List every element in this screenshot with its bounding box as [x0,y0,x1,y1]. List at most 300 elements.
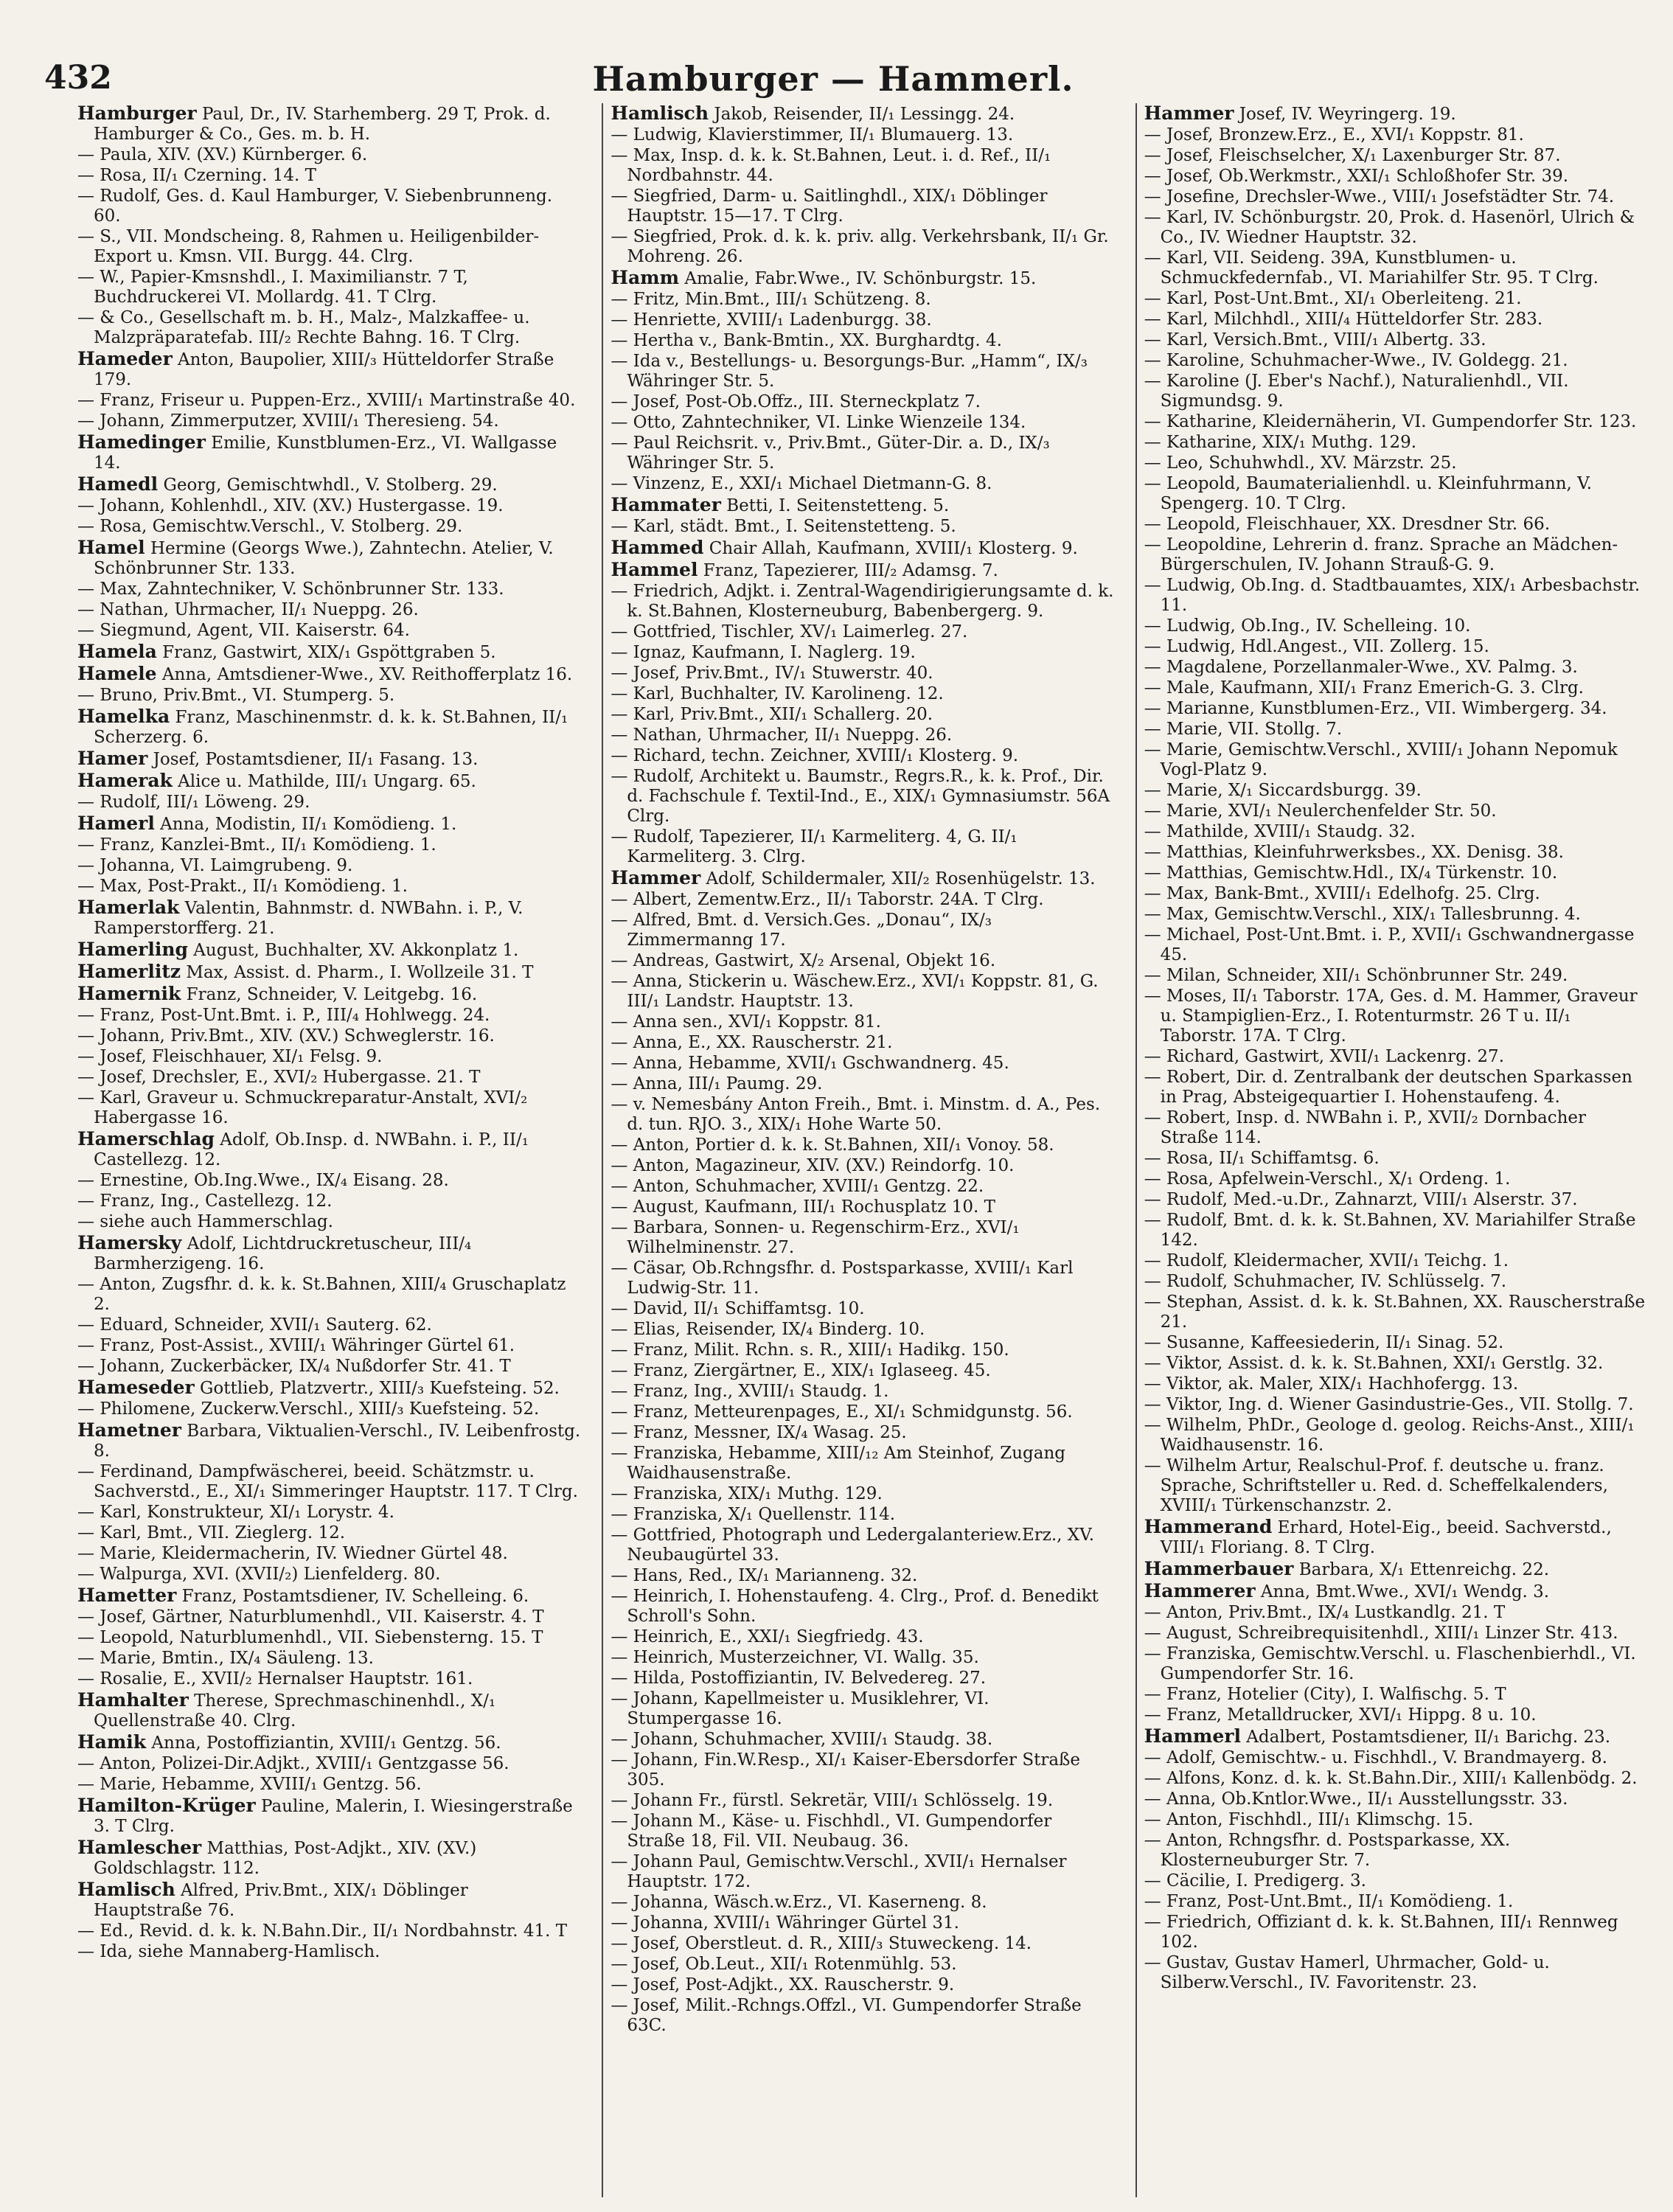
entry-details: — Marie, VII. Stollg. 7. [1144,720,1343,739]
directory-entry [611,103,1114,125]
entry-surname: Hammerer [1144,1580,1256,1601]
entry-details: — Anton, Zugsfhr. d. k. k. St.Bahnen, XIII/₄ Gruschaplatz 2. [77,1275,566,1314]
directory-entry [611,268,1114,289]
entry-details: — Cäcilie, I. Predigerg. 3. [1144,1871,1366,1891]
directory-entry [1144,1395,1648,1415]
directory-entry [1144,1272,1648,1292]
directory-entry [77,1523,581,1543]
entry-details: — Ida, siehe Mannaberg-Hamlisch. [77,1942,380,1961]
entry-details: — Rudolf, Bmt. d. k. k. St.Bahnen, XV. Mariahilfer Straße 142. [1144,1211,1636,1250]
directory-entry [611,1423,1114,1443]
entry-details: — Karl, VII. Seideng. 39A, Kunstblumen- u. Schmuckfedernfab., VI. Mariahilfer Str. 95. T Clrg. [1144,248,1599,288]
directory-entry [77,664,581,685]
entry-surname: Hammer [611,867,701,888]
directory-entry [611,1566,1114,1586]
directory-entry [1144,987,1648,1046]
directory-entry [1144,1953,1648,1993]
entry-details: — Johann, Kohlenhdl., XIV. (XV.) Hustergasse. 19. [77,496,504,515]
entry-details: — Karl, Post-Unt.Bmt., XI/₁ Oberleiteng. 21. [1144,289,1522,308]
directory-entry [1144,248,1648,288]
entry-details: — Marie, XVI/₁ Neulerchenfelder Str. 50. [1144,801,1497,821]
directory-entry [1144,1251,1648,1271]
directory-entry [611,413,1114,433]
directory-entry [611,146,1114,186]
entry-details: Barbara, X/₁ Ettenreichg. 22. [1293,1560,1550,1579]
entry-details: — Moses, II/₁ Taborstr. 17A, Ges. d. M. Hammer, Graveur u. Stampiglien-Erz., I. Rotenturmstr. 26 T u. II/₁ Taborstr. 17A. T Clrg. [1144,987,1638,1046]
directory-entry [77,600,581,620]
entry-details: — Franziska, Hebamme, XIII/₁₂ Am Steinhof, Zugang Waidhausenstraße. [611,1444,1066,1483]
directory-entry [1144,1169,1648,1189]
directory-entry [77,1690,581,1731]
entry-details: — Albert, Zementw.Erz., II/₁ Taborstr. 24A. T Clrg. [611,890,1044,909]
directory-entry [611,1505,1114,1525]
entry-details: — Anna, Ob.Kntlor.Wwe., II/₁ Ausstellungsstr. 33. [1144,1790,1568,1809]
directory-entry [77,1377,581,1399]
entry-details: — Karl, Milchhdl., XIII/₄ Hütteldorfer Str. 283. [1144,310,1543,329]
entry-details: — Vinzenz, E., XXI/₁ Michael Dietmann-G. 8. [611,474,992,493]
directory-entry [1144,351,1648,371]
directory-entry [611,1033,1114,1053]
running-head: Hamburger — Hammerl. [592,59,1074,99]
entry-details: — W., Papier-Kmsnshdl., I. Maximilianstr. 7 T, Buchdruckerei VI. Mollardg. 41. T Clrg. [77,268,468,307]
directory-entry [1144,1416,1648,1455]
directory-entry [1144,1603,1648,1623]
entry-details: — Franz, Metalldrucker, XVI/₁ Hippg. 8 u. 10. [1144,1705,1537,1725]
directory-entry [1144,720,1648,740]
directory-entry [1144,412,1648,432]
entry-details: — Marie, Gemischtw.Verschl., XVIII/₁ Johann Nepomuk Vogl-Platz 9. [1144,740,1618,779]
entry-details: — Johanna, Wäsch.w.Erz., VI. Kaserneng. 8. [611,1893,987,1912]
directory-entry [611,125,1114,145]
entry-details: — Ed., Revid. d. k. k. N.Bahn.Dir., II/₁ Nordbahnstr. 41. T [77,1921,568,1941]
directory-entry [77,1212,581,1232]
directory-entry [1144,289,1648,309]
entry-details: Adalbert, Postamtsdiener, II/₁ Barichg. 23. [1240,1728,1611,1747]
directory-entry [1144,167,1648,187]
directory-entry [1144,637,1648,657]
entry-details: Paul, Dr., IV. Starhemberg. 29 T, Prok. d. Hamburger & Co., Ges. m. b. H. [94,105,551,144]
entry-details: Anton, Baupolier, XIII/₃ Hütteldorfer Straße 179. [94,350,554,389]
entry-details: — Katharine, Kleidernäherin, VI. Gumpendorfer Str. 123. [1144,412,1637,431]
directory-entry [1144,843,1648,863]
column-middle [602,103,1114,2197]
entry-details: — Walpurga, XVI. (XVII/₂) Lienfelderg. 80. [77,1565,441,1584]
entry-details: — Ignaz, Kaufmann, I. Naglerg. 19. [611,643,916,662]
directory-entry [611,868,1114,889]
entry-details: — Rosa, Apfelwein-Verschl., X/₁ Ordeng. 1. [1144,1169,1511,1189]
entry-surname: Hamer [77,748,148,769]
entry-details: Betti, I. Seitenstetteng. 5. [720,496,950,515]
entry-details: — Anna, Hebamme, XVII/₁ Gschwandnerg. 45. [611,1054,1009,1073]
directory-entry [77,1669,581,1689]
entry-details: Jakob, Reisender, II/₁ Lessingg. 24. [709,105,1015,124]
entry-details: — Leopold, Baumaterialienhdl. u. Kleinfuhrmann, V. Spengerg. 10. T Clrg. [1144,474,1593,513]
entry-details: — Siegfried, Prok. d. k. k. priv. allg. Verkehrsbank, II/₁ Gr. Mohreng. 26. [611,227,1109,266]
directory-entry [1144,310,1648,330]
entry-surname: Hamerlak [77,897,180,918]
entry-details: — Franziska, Gemischtw.Verschl. u. Flaschenbierhdl., VI. Gumpendorfer Str. 16. [1144,1644,1636,1683]
directory-entry [611,1340,1114,1360]
directory-entry [611,187,1114,226]
directory-entry [77,1275,581,1315]
entry-details: — Johann Fr., fürstl. Sekretär, VIII/₁ Schlösselg. 19. [611,1791,1054,1810]
directory-entry [611,1812,1114,1851]
entry-details: — Ida v., Bestellungs- u. Besorgungs-Bur. „Hamm“, IX/₃ Währinger Str. 5. [611,352,1088,391]
directory-entry [77,835,581,855]
entry-surname: Hamela [77,641,157,662]
entry-details: August, Buchhalter, XV. Akkonplatz 1. [188,941,519,960]
entry-surname: Hamedl [77,473,159,495]
entry-details: — Henriette, XVIII/₁ Ladenburgg. 38. [611,310,932,330]
directory-entry [77,984,581,1005]
directory-entry [611,474,1114,494]
directory-entry [611,1074,1114,1094]
directory-entry [77,1399,581,1419]
entry-details: — Gottfried, Photograph und Ledergalanteriew.Erz., XV. Neubaugürtel 33. [611,1526,1095,1565]
entry-details: Max, Assist. d. Pharm., I. Wollzeile 31. T [181,963,534,982]
entry-details: — Heinrich, I. Hohenstaufeng. 4. Clrg., Prof. d. Benedikt Schroll's Sohn. [611,1587,1099,1626]
entry-details: — Johann, Zuckerbäcker, IX/₄ Nußdorfer Str. 41. T [77,1357,511,1376]
entry-details: — Richard, Gastwirt, XVII/₁ Lackenrg. 27. [1144,1047,1505,1066]
directory-entry [77,1837,581,1879]
directory-entry [77,432,581,473]
directory-entry [77,1357,581,1377]
entry-details: — Anton, Magazineur, XIV. (XV.) Reindorfg. 10. [611,1156,1015,1175]
directory-entry [1144,1559,1648,1580]
entry-details: Amalie, Fabr.Wwe., IV. Schönburgstr. 15. [679,269,1037,288]
entry-surname: Hamlescher [77,1837,202,1858]
entry-surname: Hamlisch [611,103,709,124]
directory-entry [611,890,1114,910]
column-left [77,103,581,2197]
directory-entry [77,793,581,813]
directory-entry [77,1047,581,1067]
directory-entry [611,1156,1114,1176]
directory-entry [77,1336,581,1356]
entry-details: — Siegmund, Agent, VII. Kaiserstr. 64. [77,621,410,640]
directory-entry [611,434,1114,473]
entry-details: — Ludwig, Ob.Ing., IV. Schelleing. 10. [1144,616,1471,636]
directory-entry [1144,1456,1648,1516]
directory-entry [611,392,1114,412]
directory-entry [1144,905,1648,925]
directory-entry [1144,699,1648,719]
entry-details: Anna, Postoffiziantin, XVIII/₁ Gentzg. 56. [146,1733,501,1753]
entry-details: — Robert, Dir. d. Zentralbank der deutschen Sparkassen in Prag, Absteigequartier I. Hohenstaufeng. 4. [1144,1068,1632,1107]
entry-details: — Anna, Stickerin u. Wäschew.Erz., XVI/₁ Koppstr. 81, G. III/₁ Landstr. Hauptstr. 13. [611,972,1099,1011]
directory-entry [1144,1068,1648,1107]
entry-surname: Hamernik [77,983,181,1004]
directory-entry [1144,1790,1648,1809]
entry-details: — Franz, Milit. Rchn. s. R., XIII/₁ Hadikg. 150. [611,1340,1009,1360]
directory-entry [77,1006,581,1026]
entry-details: — Robert, Insp. d. NWBahn i. P., XVII/₂ Dornbacher Straße 114. [1144,1108,1587,1147]
directory-entry [1144,1047,1648,1067]
entry-details: — Wilhelm, PhDr., Geologe d. geolog. Reichs-Anst., XIII/₁ Waidhausenstr. 16. [1144,1416,1635,1455]
directory-entry [1144,1293,1648,1332]
directory-entry [611,1852,1114,1892]
entry-details: — Mathilde, XVIII/₁ Staudg. 32. [1144,822,1416,841]
entry-details: — Rosalie, E., XVII/₂ Hernalser Hauptstr. 161. [77,1669,473,1688]
entry-details: — Andreas, Gastwirt, X/₂ Arsenal, Objekt 16. [611,951,996,970]
entry-details: — Rudolf, Med.-u.Dr., Zahnarzt, VIII/₁ Alserstr. 37. [1144,1190,1578,1209]
directory-entry [77,856,581,876]
entry-details: — Marianne, Kunstblumen-Erz., VII. Wimbergerg. 34. [1144,699,1607,718]
entry-details: — Ludwig, Klavierstimmer, II/₁ Blumauerg. 13. [611,125,1014,145]
directory-entry [611,1648,1114,1668]
entry-surname: Hamerling [77,939,188,960]
directory-entry [611,643,1114,663]
entry-details: — Cäsar, Ob.Rchngsfhr. d. Postsparkasse, XVIII/₁ Karl Ludwig-Str. 11. [611,1259,1074,1298]
directory-entry [611,1934,1114,1954]
entry-details: — Johann, Schuhmacher, XVIII/₁ Staudg. 38. [611,1730,993,1749]
entry-surname: Hammerand [1144,1516,1273,1537]
entry-details: — Otto, Zahntechniker, VI. Linke Wienzeile 134. [611,413,1026,432]
directory-entry [611,951,1114,971]
entry-details: Josef, Postamtsdiener, II/₁ Fasang. 13. [147,750,479,769]
entry-details: — Josef, Milit.-Rchngs.Offzl., VI. Gumpendorfer Straße 63C. [611,1996,1082,2035]
directory-entry [1144,576,1648,616]
entry-details: — Josef, Gärtner, Naturblumenhdl., VII. Kaiserstr. 4. T [77,1607,544,1627]
entry-details: — Johann, Kapellmeister u. Musiklehrer, VI. Stumpergasse 16. [611,1689,989,1728]
directory-entry [611,1689,1114,1729]
entry-details: — Ludwig, Ob.Ing. d. Stadtbauamtes, XIX/₁ Arbesbachstr. 11. [1144,576,1641,615]
entry-details: — Franz, Ing., XVIII/₁ Staudg. 1. [611,1382,889,1401]
entry-details: Valentin, Bahnmstr. d. NWBahn. i. P., V. Ramperstorfferg. 21. [94,899,524,938]
directory-entry [611,1177,1114,1197]
directory-entry [611,560,1114,581]
directory-entry [1144,330,1648,350]
directory-entry [611,1526,1114,1565]
directory-entry [1144,740,1648,780]
directory-entry [1144,1685,1648,1705]
directory-entry [1144,1354,1648,1374]
entry-details: — Michael, Post-Unt.Bmt. i. P., XVII/₁ Gschwandnergasse 45. [1144,925,1635,964]
entry-details: — Friedrich, Offiziant d. k. k. St.Bahnen, III/₁ Rennweg 102. [1144,1913,1618,1952]
entry-details: Matthias, Post-Adjkt., XIV. (XV.) Goldschlagstr. 112. [94,1839,477,1878]
entry-details: — & Co., Gesellschaft m. b. H., Malz-, Malzkaffee- u. Malzpräparatefab. III/₂ Rechte Bahng. 16. T Clrg. [77,308,530,347]
directory-entry [611,1012,1114,1032]
directory-entry [1144,822,1648,842]
entry-details: — Johanna, XVIII/₁ Währinger Gürtel 31. [611,1913,959,1933]
entry-details: — Hertha v., Bank-Bmtin., XX. Burghardtg. 4. [611,331,1002,350]
directory-entry [77,748,581,770]
directory-entry [611,1320,1114,1340]
entry-details: — Max, Gemischtw.Verschl., XIX/₁ Tallesbrunng. 4. [1144,905,1581,924]
entry-details: — Friedrich, Adjkt. i. Zentral-Wagendirigierungsamte d. k. k. St.Bahnen, Klosterneuburg, Babenbergerg. 9. [611,582,1114,621]
directory-entry [611,227,1114,267]
directory-entry [77,1088,581,1128]
entry-surname: Hametter [77,1585,177,1606]
directory-entry [77,1192,581,1211]
entry-details: — Ludwig, Hdl.Angest., VII. Zollerg. 15. [1144,637,1489,656]
entry-surname: Hamersky [77,1232,182,1253]
entry-details: — Karl, Konstrukteur, XI/₁ Lorystr. 4. [77,1503,394,1522]
directory-entry [611,972,1114,1012]
directory-entry [1144,884,1648,904]
entry-details: Adolf, Lichtdruckretuscheur, III/₄ Barmherzigeng. 16. [94,1234,472,1273]
directory-entry [77,621,581,641]
entry-details: — Johann, Zimmerputzer, XVIII/₁ Theresieng. 54. [77,411,499,431]
entry-details: Gottlieb, Platzvertr., XIII/₃ Kuefsteing. 52. [194,1379,560,1398]
directory-entry [77,411,581,431]
page-header [44,59,1622,103]
entry-details: — Anton, Polizei-Dir.Adjkt., XVIII/₁ Gentzgasse 56. [77,1754,509,1773]
entry-details: — Marie, X/₁ Siccardsburgg. 39. [1144,781,1422,800]
directory-entry [77,517,581,537]
directory-entry [611,1054,1114,1074]
entry-surname: Hamerlitz [77,961,181,982]
directory-entry [611,684,1114,704]
entry-details: — Hans, Red., IX/₁ Marianneng. 32. [611,1566,918,1585]
directory-entry [1144,1624,1648,1644]
entry-details: — August, Kaufmann, III/₁ Rochusplatz 10. T [611,1197,995,1217]
directory-columns [77,103,1648,2197]
entry-details: Franz, Gastwirt, XIX/₁ Gspöttgraben 5. [156,643,496,662]
entry-details: — Josef, Fleischhauer, XI/₁ Felsg. 9. [77,1047,383,1066]
directory-entry [1144,678,1648,698]
directory-entry [77,227,581,267]
entry-surname: Hammerl [1144,1725,1241,1747]
entry-details: — Johann, Fin.W.Resp., XI/₁ Kaiser-Ebersdorfer Straße 305. [611,1750,1081,1790]
entry-details: — Franz, Post-Assist., XVIII/₁ Währinger Gürtel 61. [77,1336,515,1355]
entry-details: — Barbara, Sonnen- u. Regenschirm-Erz., XVI/₁ Wilhelminenstr. 27. [611,1218,1020,1257]
directory-entry [611,1893,1114,1913]
entry-details: — Adolf, Gemischtw.- u. Fischhdl., V. Brandmayerg. 8. [1144,1748,1607,1767]
directory-entry [1144,616,1648,636]
directory-entry [1144,1581,1648,1602]
directory-entry [77,391,581,411]
entry-details: — Anton, Rchngsfhr. d. Postsparkasse, XX. Klosterneuburger Str. 7. [1144,1831,1511,1870]
directory-entry [77,1607,581,1627]
directory-entry [77,474,581,495]
directory-entry [1144,372,1648,411]
entry-details: — Anton, Fischhdl., III/₁ Klimschg. 15. [1144,1810,1474,1829]
entry-details: Barbara, Viktualien-Verschl., IV. Leibenfrostg. 8. [94,1422,581,1461]
directory-entry [611,746,1114,766]
entry-details: — Magdalene, Porzellanmaler-Wwe., XV. Palmg. 3. [1144,658,1578,677]
directory-entry [1144,1913,1648,1952]
entry-details: — Siegfried, Darm- u. Saitlinghdl., XIX/₁ Döblinger Hauptstr. 15—17. T Clrg. [611,187,1048,226]
directory-entry [611,1484,1114,1504]
directory-entry [1144,801,1648,821]
entry-details: — Susanne, Kaffeesiederin, II/₁ Sinag. 52. [1144,1333,1504,1352]
entry-details: — Stephan, Assist. d. k. k. St.Bahnen, XX. Rauscherstraße 21. [1144,1293,1646,1332]
directory-entry [1144,1748,1648,1768]
entry-details: Franz, Maschinenmstr. d. k. k. St.Bahnen, II/₁ Scherzerg. 6. [94,708,568,747]
entry-details: — Richard, techn. Zeichner, XVIII/₁ Klosterg. 9. [611,746,1019,765]
entry-details: Franz, Schneider, V. Leitgebg. 16. [181,985,478,1004]
entry-details: — Marie, Kleidermacherin, IV. Wiedner Gürtel 48. [77,1544,508,1563]
directory-entry [611,1402,1114,1422]
entry-details: — Anton, Schuhmacher, XVIII/₁ Gentzg. 22. [611,1177,984,1196]
entry-details: — Rosa, II/₁ Schiffamtsg. 6. [1144,1149,1380,1168]
directory-entry [611,1730,1114,1750]
directory-entry [77,103,581,145]
directory-entry [1144,1831,1648,1871]
entry-surname: Hamburger [77,103,197,124]
entry-details: — Leopold, Naturblumenhdl., VII. Siebensterng. 15. T [77,1628,543,1647]
entry-details: — Josef, Ob.Werkmstr., XXI/₁ Schloßhofer Str. 39. [1144,167,1569,186]
directory-entry [611,582,1114,622]
entry-details: — Viktor, Assist. d. k. k. St.Bahnen, XXI/₁ Gerstlg. 32. [1144,1354,1604,1373]
entry-details: — Leo, Schuhwhdl., XV. Märzstr. 25. [1144,453,1457,473]
entry-details: Anna, Amtsdiener-Wwe., XV. Reithofferplatz 16. [156,665,573,684]
directory-entry [611,495,1114,516]
entry-details: — Nathan, Uhrmacher, II/₁ Nueppg. 26. [611,726,953,745]
directory-entry [77,897,581,939]
entry-details: — Franz, Ing., Castellezg. 12. [77,1192,333,1211]
directory-entry [77,1649,581,1669]
directory-entry [611,767,1114,827]
directory-entry [1144,1871,1648,1891]
entry-details: — Leopoldine, Lehrerin d. franz. Sprache an Mädchen-Bürgerschulen, IV. Johann Strauß-G. 9. [1144,535,1618,574]
entry-surname: Hamm [611,267,680,288]
directory-entry [77,1795,581,1837]
directory-entry [611,664,1114,684]
column-right [1135,103,1648,2197]
directory-entry [1144,781,1648,801]
entry-details: — Hilda, Postoffiziantin, IV. Belvedereg. 27. [611,1669,987,1688]
directory-entry [77,1544,581,1564]
entry-surname: Hamlisch [77,1879,175,1900]
entry-details: — Milan, Schneider, XII/₁ Schönbrunner Str. 249. [1144,966,1568,985]
directory-entry [1144,1190,1648,1210]
entry-details: — Max, Insp. d. k. k. St.Bahnen, Leut. i. d. Ref., II/₁ Nordbahnstr. 44. [611,146,1051,185]
entry-details: — Josef, Fleischselcher, X/₁ Laxenburger Str. 87. [1144,146,1561,165]
directory-entry [611,1627,1114,1647]
entry-surname: Hamele [77,663,157,684]
entry-details: — Rosa, Gemischtw.Verschl., V. Stolberg. 29. [77,517,463,536]
directory-entry [77,641,581,663]
entry-details: — S., VII. Mondscheing. 8, Rahmen u. Heiligenbilder-Export u. Kmsn. VII. Burgg. 44. Clrg. [77,227,540,266]
entry-details: — Paul Reichsrit. v., Priv.Bmt., Güter-Dir. a. D., IX/₃ Währinger Str. 5. [611,434,1050,473]
directory-entry [1144,187,1648,207]
entry-details: — Rudolf, III/₁ Löweng. 29. [77,793,310,812]
directory-entry [1144,1769,1648,1789]
entry-details: — Matthias, Gemischtw.Hdl., IX/₄ Türkenstr. 10. [1144,863,1558,883]
directory-entry [611,1913,1114,1933]
entry-details: — Viktor, Ing. d. Wiener Gasindustrie-Ges., VII. Stollg. 7. [1144,1395,1634,1414]
entry-details: — Franziska, X/₁ Quellenstr. 114. [611,1505,896,1524]
directory-entry [77,939,581,961]
directory-entry [611,1791,1114,1811]
entry-details: — Rudolf, Architekt u. Baumstr., Regrs.R., k. k. Prof., Dir. d. Fachschule f. Textil-Ind., E., XIX/₁ Gymnasiumstr. 56A Clrg. [611,767,1110,826]
directory-entry [611,1135,1114,1155]
directory-entry [77,268,581,307]
entry-surname: Hamedinger [77,431,206,453]
directory-entry [611,726,1114,745]
directory-entry [1144,966,1648,986]
directory-entry [1144,103,1648,125]
directory-entry [77,877,581,897]
directory-entry [77,1420,581,1461]
directory-entry [1144,1892,1648,1912]
entry-details: — Eduard, Schneider, XVII/₁ Sauterg. 62. [77,1315,432,1335]
entry-details: — Fritz, Min.Bmt., III/₁ Schützeng. 8. [611,290,931,309]
directory-entry [1144,1705,1648,1725]
entry-surname: Hammer [1144,103,1234,124]
directory-entry [1144,515,1648,535]
directory-entry [77,1942,581,1962]
entry-surname: Hammel [611,559,698,580]
directory-entry [1144,433,1648,453]
directory-entry [77,496,581,516]
entry-details: — Leopold, Fleischhauer, XX. Dresdner Str. 66. [1144,515,1551,534]
entry-details: — Josef, Bronzew.Erz., E., XVI/₁ Koppstr. 81. [1144,125,1524,145]
entry-surname: Hamel [77,537,145,558]
directory-entry [1144,474,1648,514]
